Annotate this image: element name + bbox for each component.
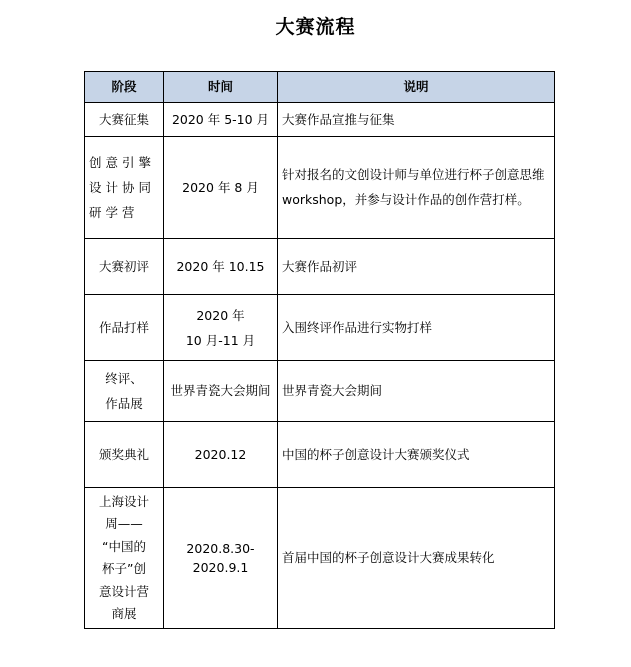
description-cell: 大赛作品初评 (278, 239, 555, 295)
stage-cell: 创意引擎 设计协同 研学营 (85, 137, 164, 239)
table-header-row (85, 72, 555, 103)
stage-cell: 大赛征集 (85, 103, 164, 137)
table-row (85, 103, 555, 137)
stage-cell: 颁奖典礼 (85, 422, 164, 488)
stage-cell: 终评、 作品展 (85, 361, 164, 422)
time-cell: 2020 年 5-10 月 (164, 103, 278, 137)
time-cell: 世界青瓷大会期间 (164, 361, 278, 422)
table-row (85, 488, 555, 629)
header-description: 说明 (278, 72, 555, 103)
time-cell: 2020.8.30- 2020.9.1 (164, 488, 278, 629)
description-cell: 世界青瓷大会期间 (278, 361, 555, 422)
table-row (85, 295, 555, 361)
page-title: 大赛流程 (275, 16, 356, 38)
time-cell: 2020 年 8 月 (164, 137, 278, 239)
time-cell: 2020 年 10.15 (164, 239, 278, 295)
process-table (84, 71, 555, 629)
table-row (85, 361, 555, 422)
table-row (85, 239, 555, 295)
header-time: 时间 (164, 72, 278, 103)
description-cell: 首届中国的杯子创意设计大赛成果转化 (278, 488, 555, 629)
time-cell: 2020.12 (164, 422, 278, 488)
stage-cell: 上海设计 周—— “中国的 杯子”创 意设计营 商展 (85, 488, 164, 629)
time-cell: 2020 年 10 月-11 月 (164, 295, 278, 361)
description-cell: 中国的杯子创意设计大赛颁奖仪式 (278, 422, 555, 488)
header-stage: 阶段 (85, 72, 164, 103)
stage-cell: 大赛初评 (85, 239, 164, 295)
description-cell: 入围终评作品进行实物打样 (278, 295, 555, 361)
table-row (85, 422, 555, 488)
description-cell: 大赛作品宣推与征集 (278, 103, 555, 137)
stage-cell: 作品打样 (85, 295, 164, 361)
table-row (85, 137, 555, 239)
description-cell: 针对报名的文创设计师与单位进行杯子创意思维workshop，并参与设计作品的创作营打样。 (278, 137, 555, 239)
